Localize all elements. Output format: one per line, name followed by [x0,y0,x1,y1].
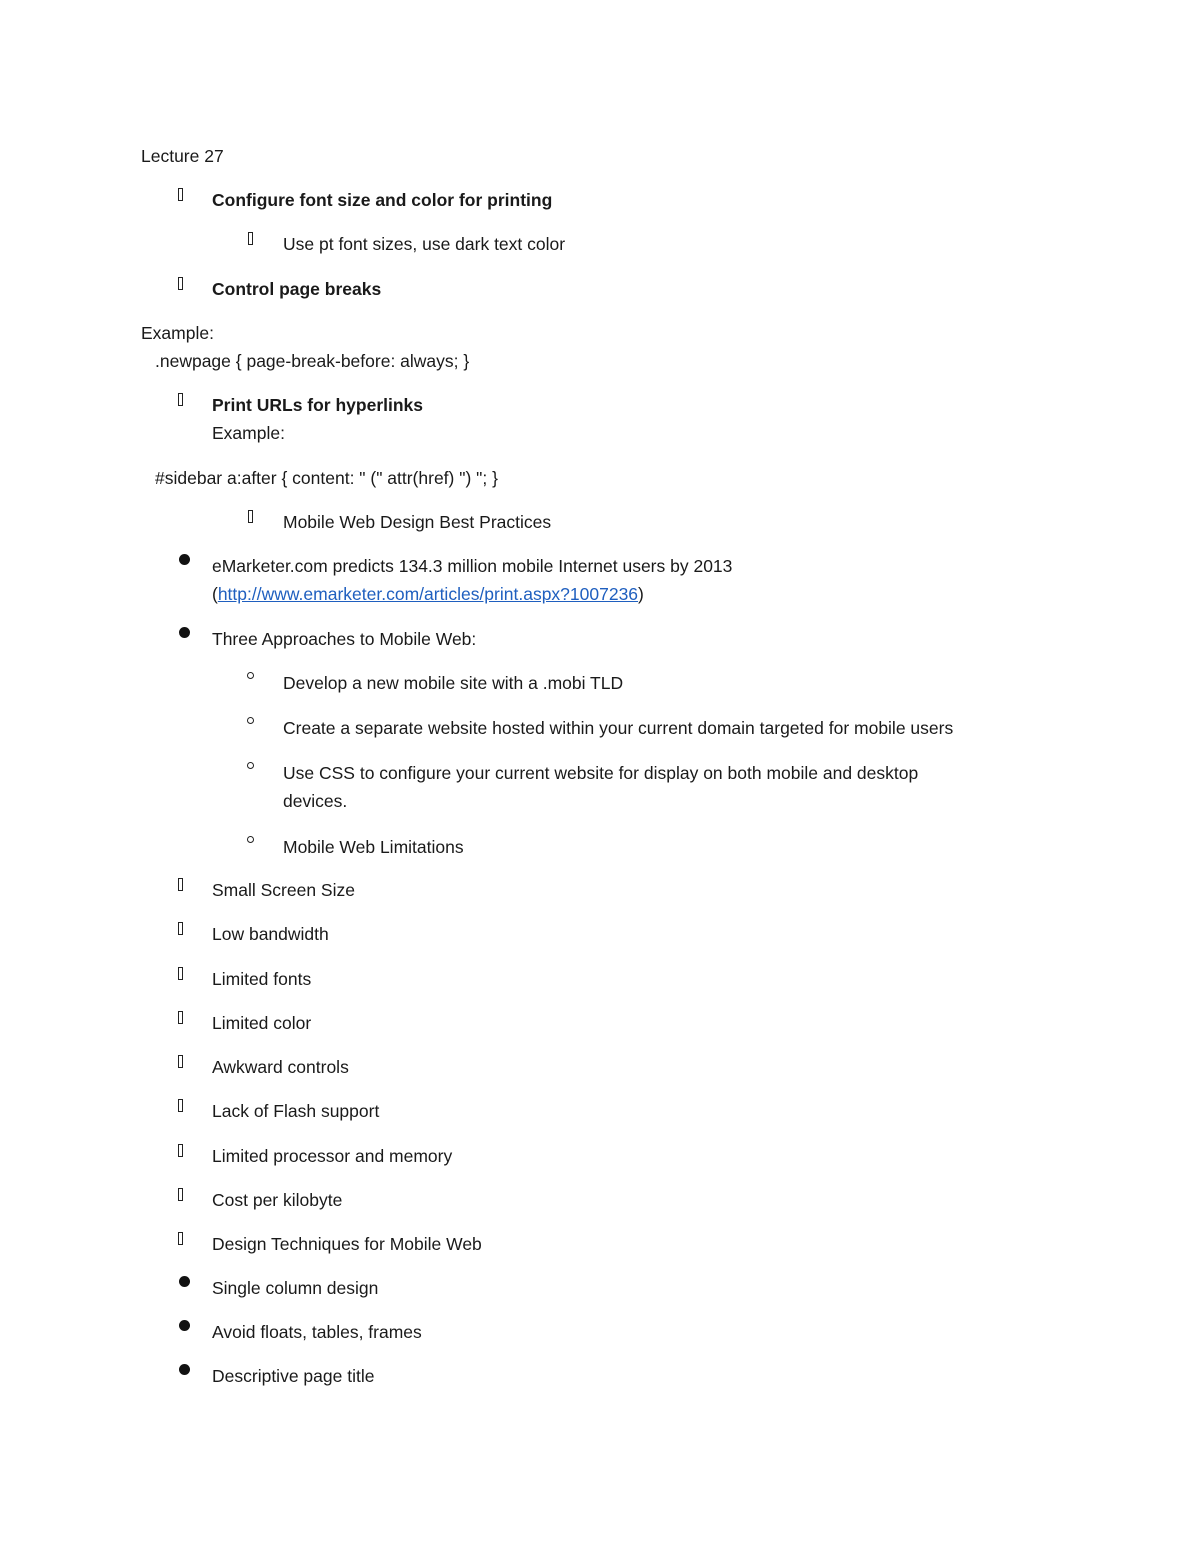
list-item: Cost per kilobyte [212,1190,343,1210]
list-item: Limited fonts [212,969,312,989]
list-item-continuation: devices. [283,791,348,811]
bullet-circle-icon [247,672,254,679]
heading-print-urls: Print URLs for hyperlinks [212,395,424,415]
paren: ) [638,584,644,604]
bullet-dot-icon [179,554,190,565]
bullet-dot-icon [179,627,190,638]
list-item: Mobile Web Limitations [283,837,464,857]
list-item: Three Approaches to Mobile Web: [212,629,477,649]
bullet-box-icon [178,393,183,406]
bullet-dot-icon [179,1364,190,1375]
bullet-box-icon [178,1232,183,1245]
example-label: Example: [212,423,285,443]
bullet-box-icon [178,1055,183,1068]
code-newpage: .newpage { page-break-before: always; } [155,351,470,371]
bullet-dot-icon [179,1320,190,1331]
list-item: Single column design [212,1278,379,1298]
bullet-circle-icon [247,836,254,843]
list-item: Limited processor and memory [212,1146,453,1166]
list-item: Mobile Web Design Best Practices [283,512,552,532]
list-item: Use CSS to configure your current website for display on both mobile and desktop [283,763,919,783]
bullet-box-icon [248,232,253,245]
list-item: Small Screen Size [212,880,355,900]
lecture-title: Lecture 27 [141,146,224,166]
bullet-box-icon [178,1011,183,1024]
bullet-box-icon [178,922,183,935]
list-item: Use pt font sizes, use dark text color [283,234,566,254]
list-item: Design Techniques for Mobile Web [212,1234,482,1254]
list-item: Awkward controls [212,1057,349,1077]
bullet-box-icon [178,188,183,201]
list-item: eMarketer.com predicts 134.3 million mobile Internet users by 2013 [212,556,733,576]
emarketer-link[interactable]: http://www.emarketer.com/articles/print.aspx?1007236 [217,584,639,604]
list-item: Develop a new mobile site with a .mobi TLD [283,673,624,693]
paren: ( [212,584,218,604]
link-line [212,583,644,605]
list-item: Low bandwidth [212,924,329,944]
list-item: Descriptive page title [212,1366,375,1386]
bullet-box-icon [178,1144,183,1157]
example-label: Example: [141,323,214,343]
heading-configure: Configure font size and color for printing [212,190,553,210]
list-item: Create a separate website hosted within your current domain targeted for mobile users [283,718,954,738]
list-item: Limited color [212,1013,312,1033]
bullet-box-icon [178,1188,183,1201]
bullet-box-icon [178,967,183,980]
bullet-box-icon [178,878,183,891]
bullet-circle-icon [247,762,254,769]
code-sidebar: #sidebar a:after { content: " (" attr(href) ") "; } [155,468,498,488]
bullet-circle-icon [247,717,254,724]
list-item: Lack of Flash support [212,1101,380,1121]
bullet-box-icon [178,1099,183,1112]
bullet-box-icon [178,277,183,290]
heading-control: Control page breaks [212,279,382,299]
bullet-box-icon [248,510,253,523]
list-item: Avoid floats, tables, frames [212,1322,422,1342]
bullet-dot-icon [179,1276,190,1287]
